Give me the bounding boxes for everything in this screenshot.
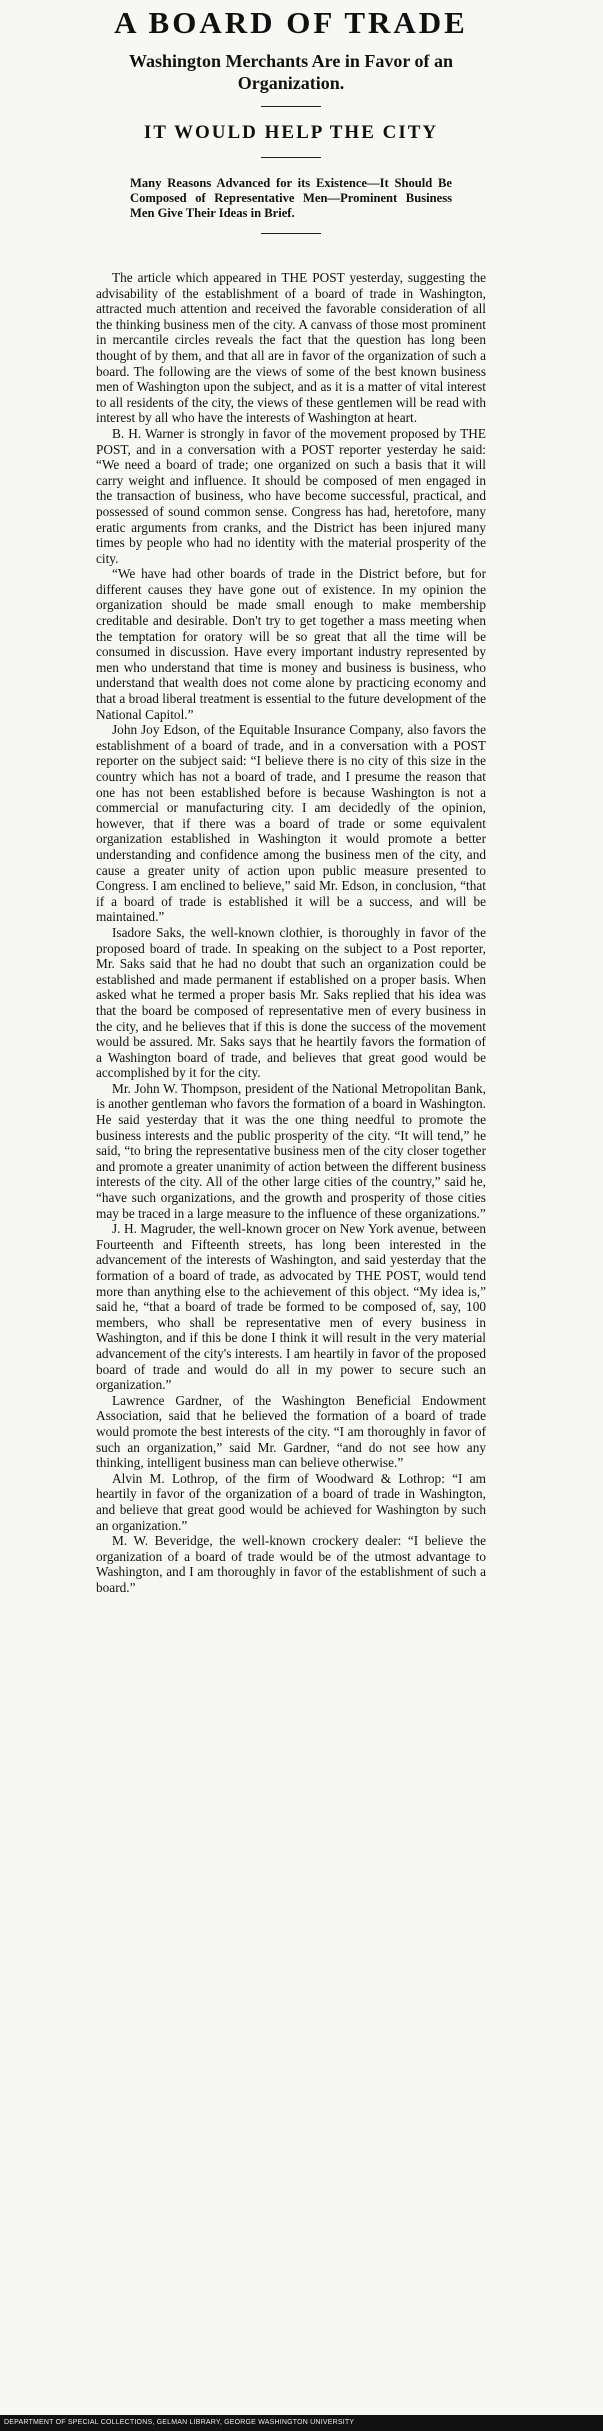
article-paragraph: J. H. Magruder, the well-known grocer on New York avenue, between Fourteenth and Fifteenth streets, has long been interested in the advancement of the interests of Washington, and said yesterday that the formation of a board of trade, as advocated by THE POST, would tend more than anything else to the achievement of this object. “My idea is,” said he, “that a board of trade be formed to be composed of, say, 100 members, who shall be representative men of every business in Washington, and if this be done I think it will result in the very material advancement of the city's interests. I am heartily in favor of the proposed board of trade and would do all in my power to secure such an organization.” bbox=[96, 1221, 486, 1393]
article-paragraph: John Joy Edson, of the Equitable Insurance Company, also favors the establishment of a board of trade, and in a conversation with a POST reporter on the subject said: “I believe there is no city of this size in the country which has not a board of trade, and I presume the reason that one has not been established before is because Washington is not a commercial or manufacturing city. I am decidedly of the opinion, however, that if there was a board of trade or some equivalent organization established in Washington it would promote a better understanding and confidence among the business men of the city, and cause a greater unity of action upon public measure presented to Congress. I am enclined to believe,” said Mr. Edson, in conclusion, “that if a board of trade is established it will be a success, and will be maintained.” bbox=[96, 722, 486, 925]
archive-credit-bar: DEPARTMENT OF SPECIAL COLLECTIONS, GELMAN LIBRARY, GEORGE WASHINGTON UNIVERSITY bbox=[0, 2415, 603, 2431]
article-body bbox=[96, 270, 486, 1595]
divider bbox=[261, 106, 321, 107]
article-headline: A BOARD OF TRADE bbox=[114, 5, 468, 40]
article-paragraph: Alvin M. Lothrop, of the firm of Woodward & Lothrop: “I am heartily in favor of the organization of a board of trade in Washington, and believe that great good would be achieved for Washington by such an organization.” bbox=[96, 1470, 486, 1533]
article-paragraph: Isadore Saks, the well-known clothier, is thoroughly in favor of the proposed board of trade. In speaking on the subject to a Post reporter, Mr. Saks said that he had no doubt that such an organization could be established and made permanent if established on a proper basis. When asked what he termed a proper basis Mr. Saks replied that his idea was that the board be composed of representative men of every business in the city, and he believes that if this is done the success of the movement would be assured. Mr. Saks says that he heartily favors the formation of a Washington board of trade, and believes that great good would be accomplished by it for the city. bbox=[96, 924, 486, 1081]
article-paragraph: Mr. John W. Thompson, president of the National Metropolitan Bank, is another gentleman who favors the formation of a board in Washington. He said yesterday that it was the one thing needful to promote the business interests and the public prosperity of the city. “It will tend,” he said, “to bring the representative business men of the city closer together and promote a greater unanimity of action between the different business interests of the city. All of the other large cities of the country,” said he, “have such organizations, and the growth and prosperity of those cities may be traced in a large measure to the influence of these organizations.” bbox=[96, 1080, 486, 1221]
article-paragraph: Lawrence Gardner, of the Washington Beneficial Endowment Association, said that he believed the formation of a board of trade would promote the best interests of the city. “I am thoroughly in favor of such an organization,” said Mr. Gardner, “and do not see how any thinking, intelligent business man can believe otherwise.” bbox=[96, 1392, 486, 1471]
article-deck: IT WOULD HELP THE CITY bbox=[143, 122, 439, 143]
divider bbox=[261, 157, 321, 158]
article-paragraph: “We have had other boards of trade in the District before, but for different causes they have gone out of existence. In my opinion the organization should be made small enough to make membership creditable and desirable. Don't try to get together a mass meeting when the temptation for oratory will be so great that all the time will be consumed in discussion. Have every important industry represented by men who understand that time is money and business is business, who understand that wealth does not come alone by practicing economy and that a broad liberal treatment is essential to the future development of the National Capitol.” bbox=[96, 566, 486, 722]
article-paragraph: B. H. Warner is strongly in favor of the movement proposed by THE POST, and in a conversation with a POST reporter yesterday he said: “We need a board of trade; one organized on such a basis that it will carry weight and influence. It should be composed of men engaged in the transaction of business, who have become successful, practical, and possessed of sound common sense. Congress has had, heretofore, many eratic arguments from cranks, and the District has been injured many times by people who had no identity with the material prosperity of the city. bbox=[96, 425, 486, 566]
article-column bbox=[96, 0, 486, 1595]
article-subhead: Washington Merchants Are in Favor of an Organization. bbox=[128, 51, 454, 93]
divider bbox=[261, 233, 321, 234]
article-paragraph: M. W. Beveridge, the well-known crockery dealer: “I believe the organization of a board of trade would be of the utmost advantage to Washington, and I am thoroughly in favor of the establishment of such a board.” bbox=[96, 1533, 486, 1595]
article-summary: Many Reasons Advanced for its Existence—It Should Be Composed of Representative Men—Prominent Business Men Give Their Ideas in Brief. bbox=[130, 176, 452, 220]
article-paragraph: The article which appeared in THE POST yesterday, suggesting the advisability of the establishment of a board of trade in Washington, attracted much attention and received the favorable consideration of all the thinking business men of the city. A canvass of those most prominent in mercantile circles reveals the fact that the question has long been thought of by them, and that all are in favor of the organization of such a board. The following are the views of some of the best known business men of Washington upon the subject, and as it is a matter of vital interest to all residents of the city, the views of these gentlemen will be read with interest by all who have the interests of Washington at heart. bbox=[96, 270, 486, 426]
